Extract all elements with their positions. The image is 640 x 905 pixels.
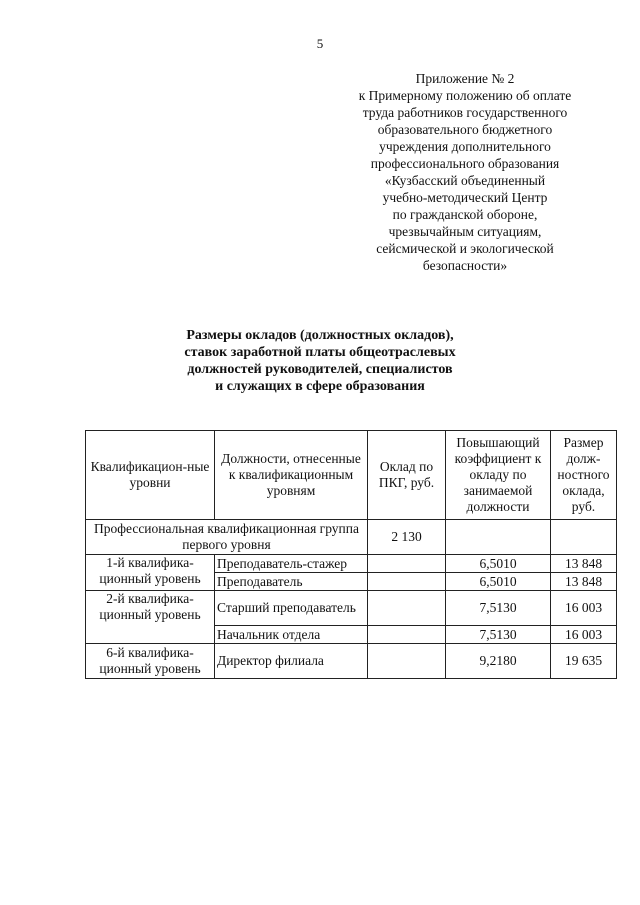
salary-cell: 13 848 — [551, 555, 617, 573]
empty-cell — [368, 555, 446, 573]
header-coefficient: Повышающий коэффициент к окладу по занимаемой должности — [446, 431, 551, 520]
appendix-line: образовательного бюджетного — [377, 122, 553, 137]
header-salary-pkg: Оклад по ПКГ, руб. — [368, 431, 446, 520]
salary-cell: 16 003 — [551, 591, 617, 626]
empty-cell — [368, 591, 446, 626]
group-salary-pkg: 2 130 — [368, 520, 446, 555]
position-cell: Старший преподаватель — [215, 591, 368, 626]
header-positions: Должности, отнесенные к квалификационным уровням — [215, 431, 368, 520]
salary-cell: 13 848 — [551, 573, 617, 591]
position-cell: Преподаватель-стажер — [215, 555, 368, 573]
appendix-line: Приложение № 2 — [415, 71, 515, 86]
appendix-line: учебно-методический Центр — [382, 190, 548, 205]
appendix-line: безопасности» — [422, 258, 508, 273]
empty-cell — [446, 520, 551, 555]
header-qualification-levels: Квалификацион-ные уровни — [86, 431, 215, 520]
appendix-header — [345, 70, 585, 274]
appendix-line: к Примерному положению об оплате — [358, 88, 572, 103]
qualification-level-cell: 6-й квалифика-ционный уровень — [86, 644, 215, 679]
table-header-row — [86, 431, 617, 520]
table-row — [86, 555, 617, 573]
coefficient-cell: 9,2180 — [446, 644, 551, 679]
qualification-level-cell: 2-й квалифика-ционный уровень — [86, 591, 215, 644]
coefficient-cell: 7,5130 — [446, 591, 551, 626]
empty-cell — [368, 626, 446, 644]
table-row — [86, 591, 617, 626]
salary-cell: 16 003 — [551, 626, 617, 644]
position-cell: Директор филиала — [215, 644, 368, 679]
position-cell: Преподаватель — [215, 573, 368, 591]
title-line: должностей руководителей, специалистов — [187, 362, 453, 377]
empty-cell — [368, 644, 446, 679]
qualification-level-cell: 1-й квалифика-ционный уровень — [86, 555, 215, 591]
title-line: ставок заработной платы общеотраслевых — [184, 345, 456, 360]
appendix-line: профессионального образования — [370, 156, 560, 171]
appendix-line: чрезвычайным ситуациям, — [388, 224, 542, 239]
header-salary-size: Размер долж-ностного оклада, руб. — [551, 431, 617, 520]
empty-cell — [368, 573, 446, 591]
table-row-group — [86, 520, 617, 555]
position-cell: Начальник отдела — [215, 626, 368, 644]
appendix-line: сейсмической и экологической — [376, 241, 554, 256]
appendix-line: учреждения дополнительного — [379, 139, 551, 154]
group-label: Профессиональная квалификационная группа первого уровня — [86, 520, 368, 555]
title-line: и служащих в сфере образования — [215, 379, 425, 394]
appendix-line: «Кузбасский объединенный — [384, 173, 546, 188]
appendix-line: труда работников государственного — [362, 105, 568, 120]
coefficient-cell: 7,5130 — [446, 626, 551, 644]
coefficient-cell: 6,5010 — [446, 573, 551, 591]
table-row — [86, 644, 617, 679]
page-number: 5 — [316, 36, 324, 51]
coefficient-cell: 6,5010 — [446, 555, 551, 573]
empty-cell — [551, 520, 617, 555]
appendix-line: по гражданской обороне, — [392, 207, 538, 222]
document-title — [120, 327, 520, 395]
title-line: Размеры окладов (должностных окладов), — [186, 328, 454, 343]
salary-cell: 19 635 — [551, 644, 617, 679]
salary-table — [85, 430, 617, 679]
